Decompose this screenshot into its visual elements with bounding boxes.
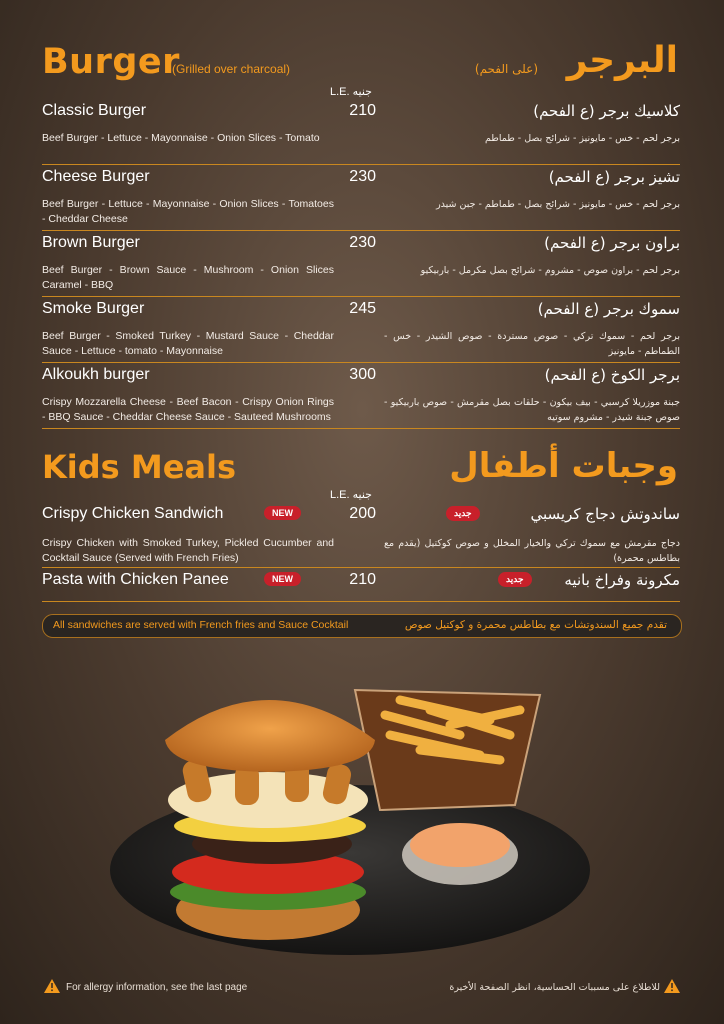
item-name-ar: سموك برجر (ع الفحم) — [537, 300, 680, 318]
menu-item — [42, 571, 680, 602]
burger-subtitle-ar: (على الفحم) — [474, 62, 538, 76]
currency-label: L.E. جنيه — [330, 86, 372, 98]
item-description: Beef Burger - Lettuce - Mayonnaise - Onion Slices - Tomato — [42, 132, 320, 144]
item-name-ar: ساندوتش دجاج كريسبي — [530, 505, 680, 523]
fries-basket — [355, 690, 540, 810]
currency-label: L.E. جنيه — [330, 489, 372, 501]
kids-title: Kids Meals — [42, 448, 237, 486]
item-name: Brown Burger — [42, 234, 140, 251]
menu-item — [42, 234, 680, 297]
kids-title-ar: وجبات أطفال — [449, 446, 678, 486]
item-name: Alkoukh burger — [42, 366, 150, 383]
menu-item — [42, 300, 680, 363]
burger-illustration — [165, 700, 375, 940]
menu-item — [42, 168, 680, 231]
menu-item — [42, 505, 680, 568]
item-price: 200 — [349, 505, 376, 522]
warning-icon — [44, 979, 60, 993]
item-description: Crispy Chicken with Smoked Turkey, Pickled Cucumber and Cocktail Sauce (Served with French Fries) — [42, 537, 334, 564]
burger-subtitle: (Grilled over charcoal) — [172, 62, 291, 76]
new-badge-ar: جديد — [446, 506, 480, 521]
item-description-ar: دجاج مقرمش مع سموك تركي والخيار المخلل و صوص كوكتيل (يقدم مع بطاطس محمرة) — [384, 538, 680, 564]
allergy-note: For allergy information, see the last page — [66, 982, 248, 993]
item-name: Cheese Burger — [42, 168, 150, 185]
menu-item — [42, 366, 680, 429]
sandwich-note — [42, 614, 682, 638]
new-badge: NEW — [264, 572, 301, 586]
menu-item — [42, 102, 680, 165]
item-name-ar: براون برجر (ع الفحم) — [544, 234, 680, 252]
new-badge-ar: جديد — [498, 572, 532, 587]
item-name: Crispy Chicken Sandwich — [42, 505, 224, 522]
item-description: Beef Burger - Lettuce - Mayonnaise - Onion Slices - Tomatoes - Cheddar Cheese — [42, 198, 334, 225]
item-description-ar: برجر لحم - براون صوص - مشروم - شرائح بصل مكرمل - باربيكيو — [420, 265, 680, 276]
item-price: 230 — [349, 168, 376, 185]
burger-and-fries-photo — [100, 640, 620, 970]
item-description: Beef Burger - Brown Sauce - Mushroom - Onion Slices Caramel - BBQ — [42, 264, 334, 291]
item-price: 210 — [349, 571, 376, 588]
item-description-ar: برجر لحم - سموك تركي - صوص مستردة - صوص الشيدر - خس - الطماطم - مايونيز — [384, 331, 680, 357]
item-name-ar: كلاسيك برجر (ع الفحم) — [533, 102, 680, 120]
item-name: Pasta with Chicken Panee — [42, 571, 229, 588]
item-description: Crispy Mozzarella Cheese - Beef Bacon - Crispy Onion Rings - BBQ Sauce - Cheddar Cheese Sauce - Sauteed Mushrooms — [42, 396, 334, 423]
item-description-ar: برجر لحم - خس - مايونيز - شرائح بصل - طماطم — [484, 133, 680, 144]
item-name-ar: تشيز برجر (ع الفحم) — [548, 168, 680, 186]
allergy-note-ar: للاطلاع على مسببات الحساسية، انظر الصفحة الأخيرة — [449, 982, 660, 993]
burger-title: Burger — [42, 42, 180, 82]
note-text-ar: تقدم جميع السندوتشات مع بطاطس محمرة و كوكتيل صوص — [404, 619, 667, 631]
item-name-ar: برجر الكوخ (ع الفحم) — [544, 366, 680, 384]
item-description-ar: جبنة موزريلا كرسبي - بيف بيكون - حلقات بصل مقرمش - صوص باربيكيو - صوص جبنة شيدر - مشروم سوتيه — [384, 397, 680, 423]
warning-icon — [664, 979, 680, 993]
item-name: Classic Burger — [42, 102, 147, 119]
item-name-ar: مكرونة وفراخ بانيه — [564, 571, 680, 589]
item-price: 245 — [349, 300, 376, 317]
item-price: 230 — [349, 234, 376, 251]
item-price: 300 — [349, 366, 376, 383]
item-name: Smoke Burger — [42, 300, 145, 317]
note-text: All sandwiches are served with French fries and Sauce Cocktail — [53, 619, 349, 631]
burger-title-ar: البرجر — [566, 40, 678, 81]
item-description-ar: برجر لحم - خس - مايونيز - شرائح بصل - طماطم - جبن شيدر — [436, 199, 680, 210]
item-description: Beef Burger - Smoked Turkey - Mustard Sauce - Cheddar Sauce - Lettuce - tomato - Mayonnaise — [42, 330, 334, 357]
item-price: 210 — [349, 102, 376, 119]
new-badge: NEW — [264, 506, 301, 520]
